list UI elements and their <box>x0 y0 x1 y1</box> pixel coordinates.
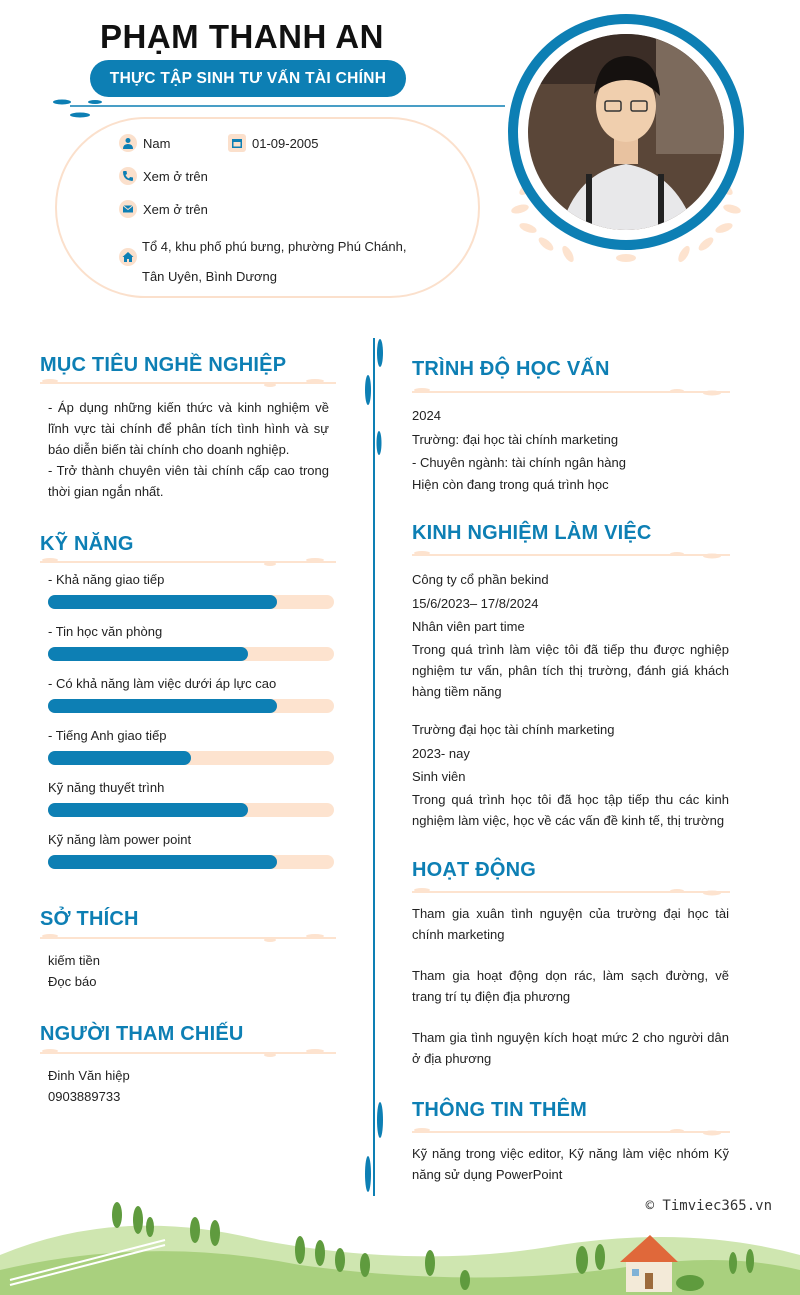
email-value: Xem ở trên <box>143 201 208 217</box>
activity-item: Tham gia xuân tình nguyện của trường đại học tài chính marketing <box>412 906 729 942</box>
landscape-illustration <box>0 1185 800 1295</box>
email-row <box>119 200 208 218</box>
skill-bar-track <box>48 855 334 869</box>
job-period: 2023- nay <box>412 745 470 761</box>
references-block <box>48 1065 130 1107</box>
additional-title: THÔNG TIN THÊM <box>412 1099 588 1121</box>
address-block <box>142 232 406 292</box>
avatar <box>506 14 746 264</box>
objective-text <box>48 397 329 502</box>
references-divider <box>40 1048 336 1058</box>
skill-bar-track <box>48 699 334 713</box>
reference-phone: 0903889733 <box>48 1089 121 1104</box>
skill-label: - Có khả năng làm việc dưới áp lực cao <box>48 676 277 691</box>
address-line-1: Tổ 4, khu phố phú bưng, phường Phú Chánh, <box>142 239 407 254</box>
skill-bar-track <box>48 647 334 661</box>
job-title-badge: THỰC TẬP SINH TƯ VẤN TÀI CHÍNH <box>90 60 406 97</box>
activity-item: Tham gia hoạt động dọn rác, làm sạch đường, vẽ trang trí tụ điện địa phương <box>412 968 729 1004</box>
education-year: 2024 <box>412 408 441 423</box>
objective-p2: - Trở thành chuyên viên tài chính cấp cao trong thời gian ngắn nhất. <box>48 463 329 499</box>
phone-icon <box>119 167 137 185</box>
skill-bar-track <box>48 751 334 765</box>
skill-bar-fill <box>48 855 277 869</box>
skills-divider <box>40 557 336 567</box>
gender-value: Nam <box>143 135 171 151</box>
phone-value: Xem ở trên <box>143 168 208 184</box>
skill-bar-fill <box>48 595 277 609</box>
skill-label: Kỹ năng thuyết trình <box>48 780 165 795</box>
hobby-item: kiếm tiền <box>48 953 101 968</box>
education-block <box>412 404 626 494</box>
job-description: Trong quá trình làm việc tôi đã tiếp thu được nghiệp nghiệm tư vấn, phân tích thị trường, đánh giá khách hàng tiềm năng <box>412 641 729 699</box>
job-period: 15/6/2023– 17/8/2024 <box>412 595 539 611</box>
references-title: NGƯỜI THAM CHIẾU <box>40 1023 244 1045</box>
additional-text: Kỹ năng trong việc editor, Kỹ năng làm việc nhóm Kỹ năng sử dụng PowerPoint <box>412 1146 729 1182</box>
skill-bar-fill <box>48 751 191 765</box>
address-line-2: Tân Uyên, Bình Dương <box>142 269 278 284</box>
gender-row <box>119 134 170 152</box>
objective-p1: - Áp dụng những kiến thức và kinh nghiệm về lĩnh vực tài chính để phân tích tình hình và sự báo diễn biến tài chính cho doanh nghiệp. <box>48 400 329 457</box>
phone-row <box>119 167 208 185</box>
education-school: Trường: đại học tài chính marketing <box>412 431 619 447</box>
education-divider <box>412 387 730 397</box>
additional-divider <box>412 1127 730 1137</box>
footer-brand: © Timviec365.vn <box>645 1198 772 1214</box>
objective-divider <box>40 378 336 388</box>
skill-label: Kỹ năng làm power point <box>48 832 192 847</box>
reference-name: Đinh Văn hiệp <box>48 1068 130 1083</box>
activities-title: HOẠT ĐỘNG <box>412 859 537 881</box>
candidate-name: PHẠM THANH AN <box>100 18 384 55</box>
education-major: - Chuyên ngành: tài chính ngân hàng <box>412 455 626 470</box>
skill-label: - Khả năng giao tiếp <box>48 572 165 587</box>
education-title: TRÌNH ĐỘ HỌC VẤN <box>412 358 610 380</box>
skill-bar-fill <box>48 647 248 661</box>
hobbies-divider <box>40 933 336 943</box>
job-position: Sinh viên <box>412 769 466 784</box>
hobbies-title: SỞ THÍCH <box>40 908 139 930</box>
job-company: Công ty cổ phần bekind <box>412 572 549 587</box>
home-icon <box>119 248 137 266</box>
birthday-value: 01-09-2005 <box>252 135 319 151</box>
job-description: Trong quá trình học tôi đã học tập tiếp thu các kinh nghiệm làm việc, học về các vấn đề kinh tế, thị trường <box>412 791 729 828</box>
skill-bar-fill <box>48 699 277 713</box>
person-icon <box>119 134 137 152</box>
column-divider <box>362 338 386 1198</box>
activity-item: Tham gia tình nguyện kích hoạt mức 2 cho người dân ở địa phương <box>412 1030 729 1066</box>
skill-label: - Tin học văn phòng <box>48 624 163 639</box>
objective-title: MỤC TIÊU NGHỀ NGHIỆP <box>40 354 287 376</box>
activities-divider <box>412 887 730 897</box>
job-position: Nhân viên part time <box>412 619 525 634</box>
experience-divider <box>412 550 730 560</box>
job-company: Trường đại học tài chính marketing <box>412 722 615 737</box>
experience-job-1 <box>412 568 729 702</box>
hobbies-list <box>48 950 100 992</box>
hobby-item: Đọc báo <box>48 974 97 989</box>
experience-job-2 <box>412 718 729 831</box>
mail-icon <box>119 200 137 218</box>
skills-title: KỸ NĂNG <box>40 533 134 555</box>
skill-bar-track <box>48 595 334 609</box>
skill-bar-fill <box>48 803 248 817</box>
calendar-icon <box>228 134 246 152</box>
education-status: Hiện còn đang trong quá trình học <box>412 476 609 492</box>
home-icon-wrap <box>119 248 143 268</box>
experience-title: KINH NGHIỆM LÀM VIỆC <box>412 522 652 544</box>
birthday-row <box>228 134 319 152</box>
skill-bar-track <box>48 803 334 817</box>
skill-label: - Tiếng Anh giao tiếp <box>48 728 167 743</box>
